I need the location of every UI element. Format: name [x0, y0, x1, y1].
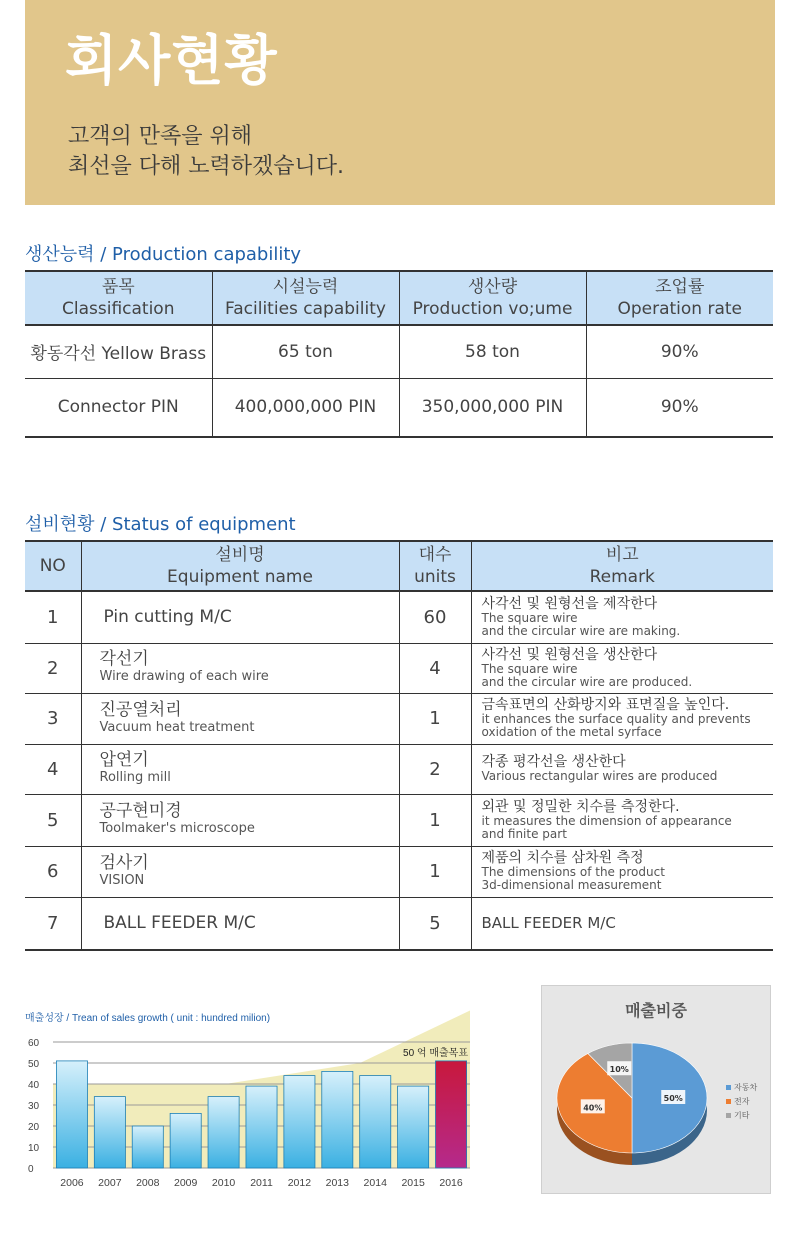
- remark-ko: 각종 평각선을 생산한다: [481, 754, 626, 770]
- equipment-no: 5: [25, 794, 81, 846]
- table-row: [25, 693, 773, 744]
- equipment-units: 1: [399, 693, 471, 744]
- table-row: [25, 643, 773, 693]
- table-row: [25, 897, 773, 950]
- production-section-title: 생산능력 / Production capability: [25, 244, 302, 265]
- remark-en-1: it enhances the surface quality and prevents: [481, 712, 751, 726]
- remark-en-2: and the circular wire are making.: [481, 623, 681, 638]
- equipment-name-ko: 각선기: [99, 649, 149, 669]
- equipment-name-en: BALL FEEDER M/C: [103, 913, 256, 934]
- y-tick-label: 40: [28, 1080, 40, 1091]
- table-row: [25, 846, 773, 897]
- header-production-volume: 생산량 Production vo;ume: [399, 271, 586, 325]
- header-equipment-name: 설비명 Equipment name: [81, 541, 399, 591]
- equipment-name: [81, 846, 399, 897]
- bar: [132, 1126, 163, 1168]
- equipment-remark: [471, 897, 773, 950]
- x-tick-label: 2010: [211, 1177, 236, 1189]
- bar: [398, 1086, 429, 1168]
- legend-label: 자동차: [734, 1083, 758, 1092]
- remark-en-1: The square wire: [481, 661, 578, 676]
- equipment-name: [81, 643, 399, 693]
- x-tick-label: 2013: [325, 1177, 349, 1189]
- header-remark: 비고 Remark: [471, 541, 773, 591]
- x-tick-label: 2006: [60, 1177, 84, 1189]
- table-row: [25, 325, 773, 378]
- equipment-name-en: Vacuum heat treatment: [99, 719, 255, 735]
- equipment-no: 7: [25, 897, 81, 950]
- equipment-no: 1: [25, 591, 81, 643]
- remark-en-1: The dimensions of the product: [481, 865, 665, 879]
- x-tick-label: 2012: [287, 1177, 312, 1189]
- equipment-remark: [471, 591, 773, 643]
- hero-subtitle: [68, 122, 344, 182]
- table-cell: 350,000,000 PIN: [399, 378, 586, 437]
- y-tick-label: 20: [28, 1122, 40, 1133]
- table-row: [25, 794, 773, 846]
- bar: [208, 1097, 239, 1168]
- table-row: [25, 378, 773, 437]
- table-cell: Connector PIN: [25, 378, 212, 437]
- equipment-name: [81, 693, 399, 744]
- y-tick-label: 60: [28, 1038, 40, 1049]
- equipment-no: 4: [25, 744, 81, 794]
- equipment-no: 3: [25, 693, 81, 744]
- x-tick-label: 2007: [98, 1177, 122, 1189]
- equipment-name-ko: 진공열처리: [99, 699, 182, 720]
- equipment-name-en: Rolling mill: [99, 770, 171, 785]
- table-cell: 58 ton: [399, 325, 586, 378]
- table-cell: 90%: [586, 325, 773, 378]
- remark-ko: 사각선 및 원형선을 생산한다: [481, 646, 658, 663]
- remark-en-1: Various rectangular wires are produced: [481, 769, 718, 783]
- equipment-name: [81, 794, 399, 846]
- sales-growth-chart: [20, 1005, 480, 1205]
- target-annotation: 50 억 매출목표: [403, 1047, 468, 1059]
- equipment-name-ko: 검사기: [99, 852, 149, 873]
- bar: [170, 1113, 201, 1168]
- table-cell: 90%: [586, 378, 773, 437]
- equipment-name-en: Wire drawing of each wire: [99, 669, 269, 684]
- data-label: 50%: [663, 1094, 683, 1103]
- equipment-section-title: 설비현황 / Status of equipment: [25, 514, 296, 535]
- x-tick-label: 2008: [136, 1177, 160, 1189]
- equipment-name: [81, 591, 399, 643]
- equipment-remark: [471, 794, 773, 846]
- equipment-name-ko: 압연기: [99, 750, 149, 770]
- equipment-units: 60: [399, 591, 471, 643]
- equipment-units: 5: [399, 897, 471, 950]
- equipment-units: 1: [399, 794, 471, 846]
- header-classification: 품목 Classification: [25, 271, 212, 325]
- table-row: [25, 591, 773, 643]
- legend-label: 기타: [734, 1111, 750, 1120]
- y-tick-label: 0: [28, 1164, 34, 1175]
- remark-ko: 외관 및 정밀한 치수를 측정한다.: [481, 798, 680, 815]
- y-tick-label: 50: [28, 1059, 40, 1070]
- header-no: NO: [25, 541, 81, 591]
- table-row: [25, 744, 773, 794]
- bar: [322, 1071, 353, 1168]
- header-facilities: 시설능력 Facilities capability: [212, 271, 399, 325]
- equipment-units: 4: [399, 643, 471, 693]
- remark-en-2: oxidation of the metal syrface: [481, 725, 662, 739]
- remark-en-1: The square wire: [481, 610, 578, 625]
- page-title: 회사현황: [65, 29, 278, 92]
- production-header-row: [25, 271, 773, 325]
- bar: [94, 1097, 125, 1168]
- hero-subtitle-line-1: 고객의 만족을 위해: [68, 124, 253, 149]
- remark-ko: 금속표면의 산화방지와 표면질을 높인다.: [481, 697, 730, 713]
- equipment-units: 1: [399, 846, 471, 897]
- bar: [284, 1076, 315, 1168]
- x-tick-label: 2011: [250, 1177, 273, 1189]
- header-operation-rate: 조업률 Operation rate: [586, 271, 773, 325]
- chart-title: 매출성장 / Trean of sales growth ( unit : hundred milion): [25, 1013, 271, 1024]
- table-cell: 황동각선 Yellow Brass: [25, 325, 212, 378]
- bar: [360, 1076, 391, 1168]
- remark-en-1: it measures the dimension of appearance: [481, 813, 732, 828]
- hero-banner: [25, 0, 775, 205]
- legend-swatch: [726, 1099, 731, 1104]
- equipment-name: [81, 744, 399, 794]
- data-label: 10%: [609, 1065, 629, 1075]
- x-tick-label: 2016: [439, 1177, 463, 1189]
- sales-share-chart-svg: [542, 986, 770, 1193]
- header-units: 대수 units: [399, 541, 471, 591]
- equipment-name-ko: 공구현미경: [99, 801, 182, 821]
- remark-ko: 제품의 치수를 삼차원 측정: [481, 850, 644, 866]
- equipment-units: 2: [399, 744, 471, 794]
- equipment-name-en: Toolmaker's microscope: [99, 821, 255, 836]
- table-cell: 65 ton: [212, 325, 399, 378]
- equipment-name-en: Pin cutting M/C: [103, 607, 232, 628]
- remark-en-2: and the circular wire are produced.: [481, 674, 693, 689]
- equipment-name: [81, 897, 399, 950]
- y-tick-label: 10: [28, 1143, 40, 1154]
- x-tick-label: 2014: [363, 1177, 387, 1189]
- equipment-no: 2: [25, 643, 81, 693]
- equipment-remark: [471, 744, 773, 794]
- equipment-table: [25, 540, 773, 951]
- data-label: 40%: [583, 1103, 603, 1113]
- remark-en-2: 3d-dimensional measurement: [481, 878, 662, 892]
- table-cell: 400,000,000 PIN: [212, 378, 399, 437]
- bar: [436, 1061, 467, 1168]
- bar: [56, 1061, 87, 1168]
- x-tick-label: 2009: [174, 1177, 198, 1189]
- equipment-no: 6: [25, 846, 81, 897]
- remark-ko: 사각선 및 원형선을 제작한다: [481, 595, 658, 612]
- equipment-remark: [471, 693, 773, 744]
- hero-subtitle-line-2: 최선을 다해 노력하겠습니다.: [68, 154, 345, 179]
- remark-ko: BALL FEEDER M/C: [481, 914, 616, 933]
- legend-swatch: [726, 1113, 731, 1118]
- sales-growth-chart-svg: [20, 1005, 480, 1205]
- equipment-remark: [471, 643, 773, 693]
- remark-en-2: and finite part: [481, 826, 567, 841]
- y-tick-label: 30: [28, 1101, 40, 1112]
- equipment-header-row: [25, 541, 773, 591]
- legend-swatch: [726, 1085, 731, 1090]
- pie-title: 매출비중: [625, 1001, 687, 1020]
- legend-label: 전자: [734, 1097, 750, 1106]
- production-table: [25, 270, 773, 438]
- equipment-remark: [471, 846, 773, 897]
- equipment-name-en: VISION: [99, 872, 145, 888]
- bar: [246, 1086, 277, 1168]
- sales-share-chart: [541, 985, 771, 1194]
- x-tick-label: 2015: [401, 1177, 425, 1189]
